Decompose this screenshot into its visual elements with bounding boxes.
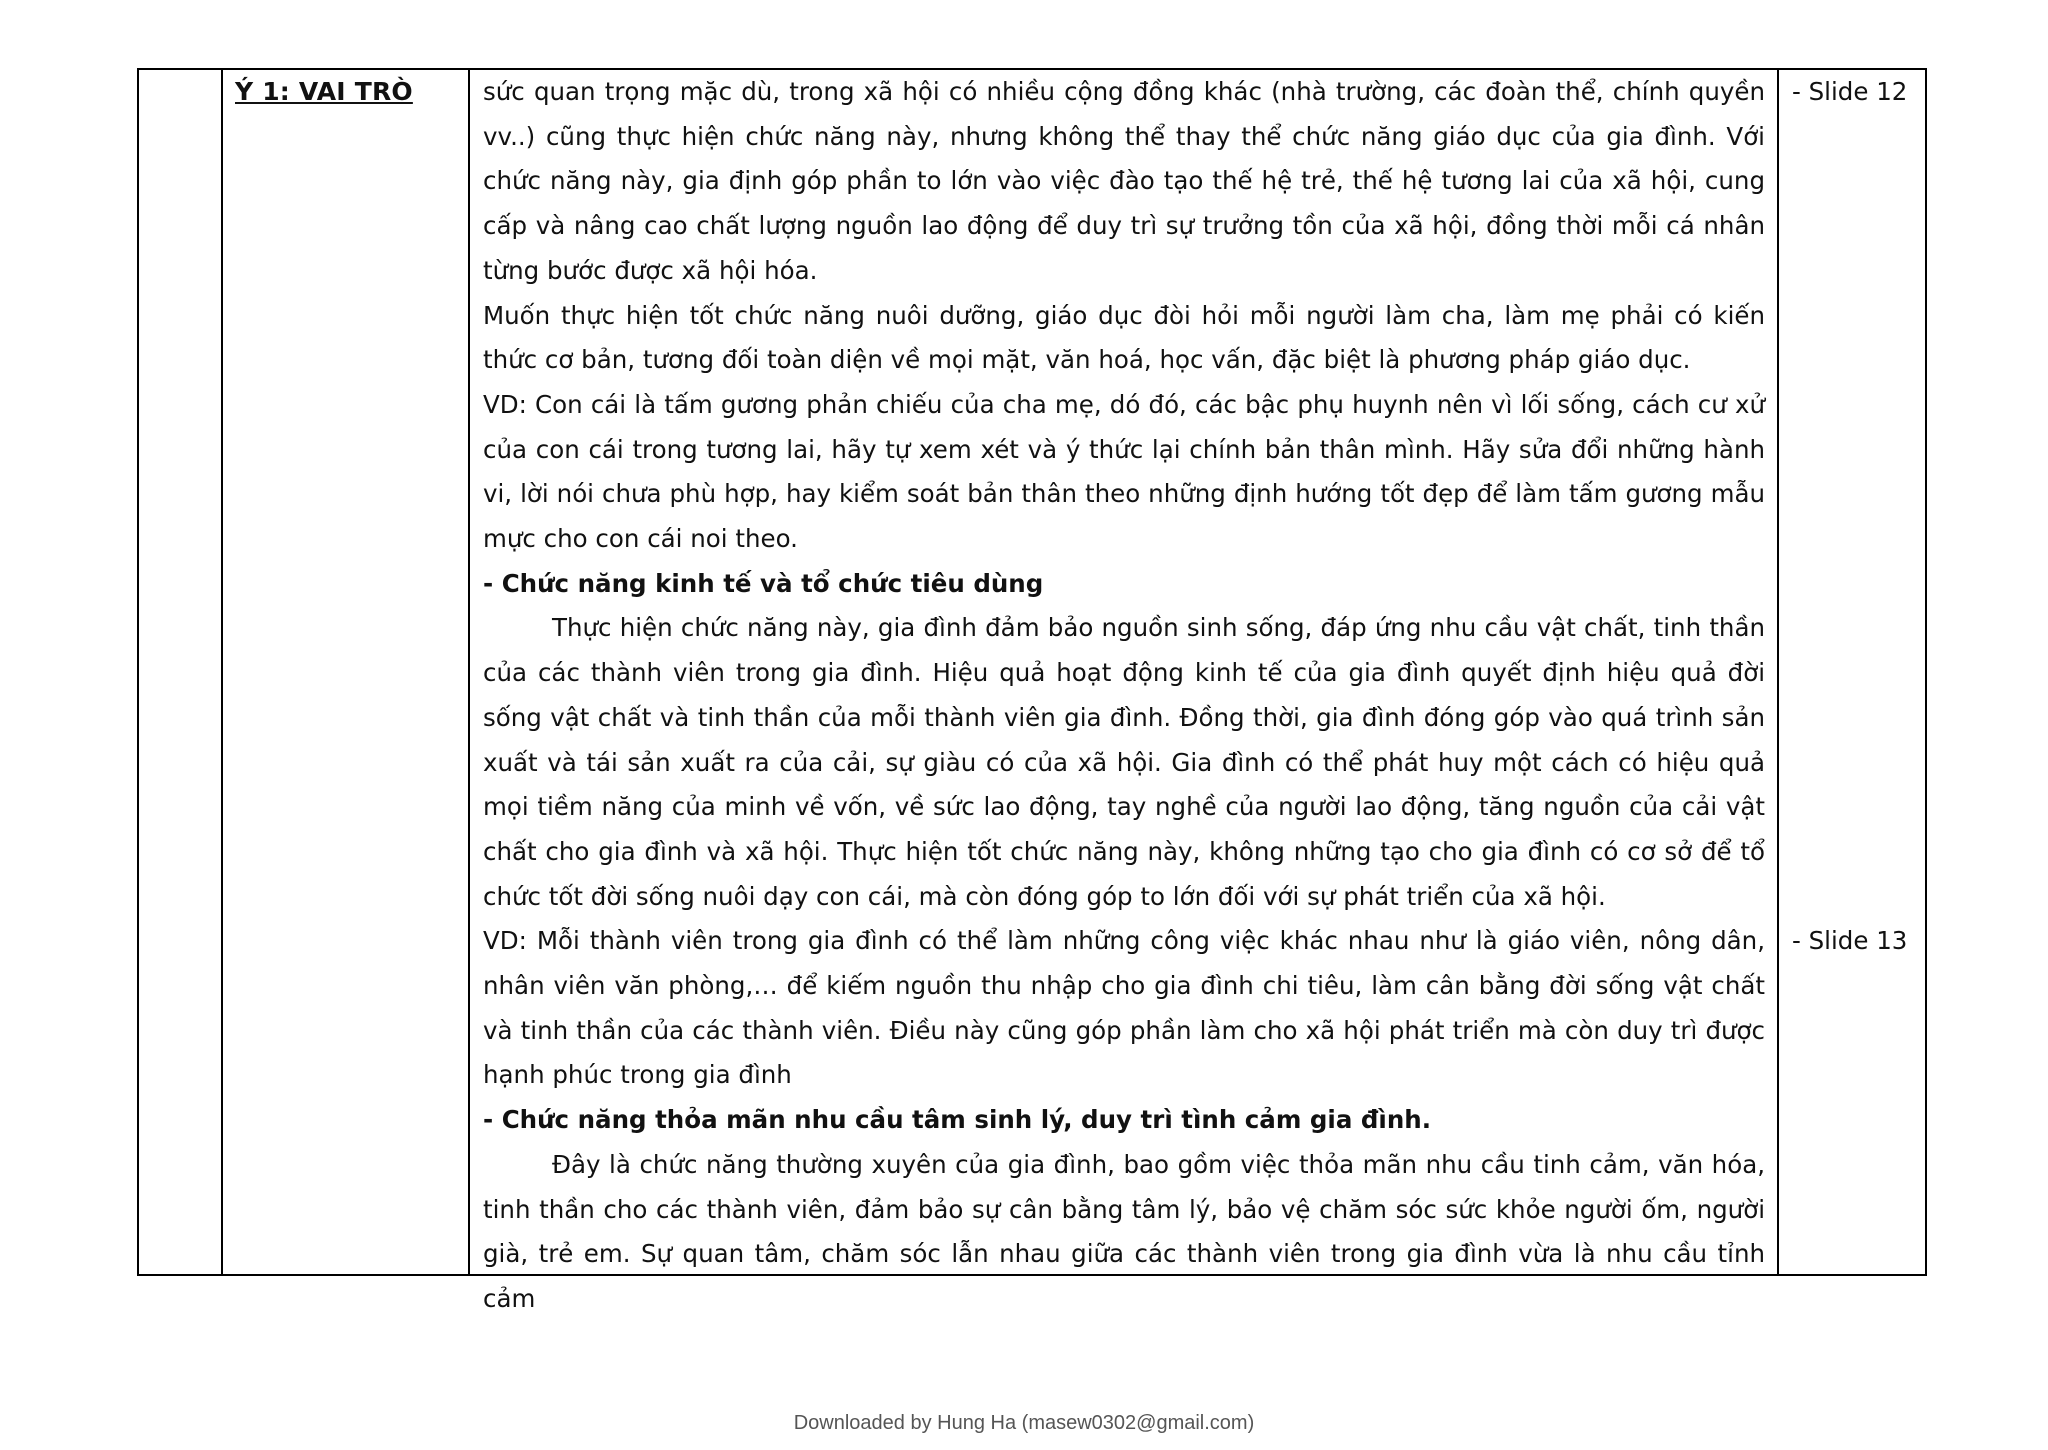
paragraph-example-economic: VD: Mỗi thành viên trong gia đình có thể làm những công việc khác nhau như là giáo viên, nông dân, nhân viên văn phòng,… để kiếm nguồn thu nhập cho gia đình chi tiêu, làm cân bằng đời sống vật chất và tinh thần của các thành viên. Điều này cũng góp phần làm cho xã hội phát triển mà còn duy trì được hạnh phúc trong gia đình	[483, 926, 1765, 1090]
heading-psychological-function: - Chức năng thỏa mãn nhu cầu tâm sinh lý, duy trì tình cảm gia đình.	[483, 1105, 1432, 1135]
empty-column-cell	[138, 69, 222, 1275]
content-body	[470, 70, 1777, 1322]
download-footer: Downloaded by Hung Ha (masew0302@gmail.com)	[793, 1412, 1255, 1434]
paragraph-psychological-function: Đây là chức năng thường xuyên của gia đình, bao gồm việc thỏa mãn nhu cầu tinh cảm, văn hóa, tinh thần cho các thành viên, đảm bảo sự cân bằng tâm lý, bảo vệ chăm sóc sức khỏe người ốm, người già, trẻ em. Sự quan tâm, chăm sóc lẫn nhau giữa các thành viên trong gia đình vừa là nhu cầu tỉnh cảm	[483, 1149, 1765, 1313]
content-table	[137, 68, 1927, 1313]
paragraph-education-function: sức quan trọng mặc dù, trong xã hội có nhiều cộng đồng khác (nhà trường, các đoàn thể, chính quyền vv..) cũng thực hiện chức năng này, nhưng không thể thay thể chức năng giáo dục của gia đình. Với chức năng này, gia định góp phần to lớn vào việc đào tạo thế hệ trẻ, thế hệ tương lai của xã hội, cung cấp và nâng cao chất lượng nguồn lao động để duy trì sự trưởng tồn của xã hội, đồng thời mỗi cá nhân từng bước được xã hội hóa.	[483, 77, 1765, 285]
idea-heading: Ý 1: VAI TRÒ	[235, 77, 413, 106]
slide-reference-13: - Slide 13	[1792, 926, 1908, 955]
paragraph-economic-function: Thực hiện chức năng này, gia đình đảm bảo nguồn sinh sống, đáp ứng nhu cầu vật chất, tinh thần của các thành viên trong gia đình. Hiệu quả hoạt động kinh tế của gia đình quyết định hiệu quả đời sống vật chất và tinh thần của mỗi thành viên gia đình. Đồng thời, gia đình đóng góp vào quá trình sản xuất và tái sản xuất ra của cải, sự giàu có của xã hội. Gia đình có thể phát huy một cách có hiệu quả mọi tiềm năng của minh về vốn, về sức lao động, tay nghề của người lao động, tăng nguồn của cải vật chất cho gia đình và xã hội. Thực hiện tốt chức năng này, không những tạo cho gia đình có cơ sở để tổ chức tốt đời sống nuôi dạy con cái, mà còn đóng góp to lớn đối với sự phát triển của xã hội.	[483, 613, 1765, 911]
slide-reference-12: - Slide 12	[1792, 77, 1908, 106]
paragraph-example-education: VD: Con cái là tấm gương phản chiếu của cha mẹ, dó đó, các bậc phụ huynh nên vì lối sống, cách cư xử của con cái trong tương lai, hãy tự xem xét và ý thức lại chính bản thân mình. Hãy sửa đổi những hành vi, lời nói chưa phù hợp, hay kiểm soát bản thân theo những định hướng tốt đẹp để làm tấm gương mẫu mực cho con cái noi theo.	[483, 389, 1765, 554]
table-row	[138, 69, 1926, 1275]
slide-cell	[1778, 69, 1926, 1275]
idea-cell	[222, 69, 469, 1275]
paragraph-education-requirement: Muốn thực hiện tốt chức năng nuôi dưỡng, giáo dục đòi hỏi mỗi người làm cha, làm mẹ phải có kiến thức cơ bản, tương đối toàn diện về mọi mặt, văn hoá, học vấn, đặc biệt là phương pháp giáo dục.	[483, 300, 1765, 375]
content-cell	[469, 69, 1778, 1313]
heading-economic-function: - Chức năng kinh tế và tổ chức tiêu dùng	[483, 568, 1044, 598]
